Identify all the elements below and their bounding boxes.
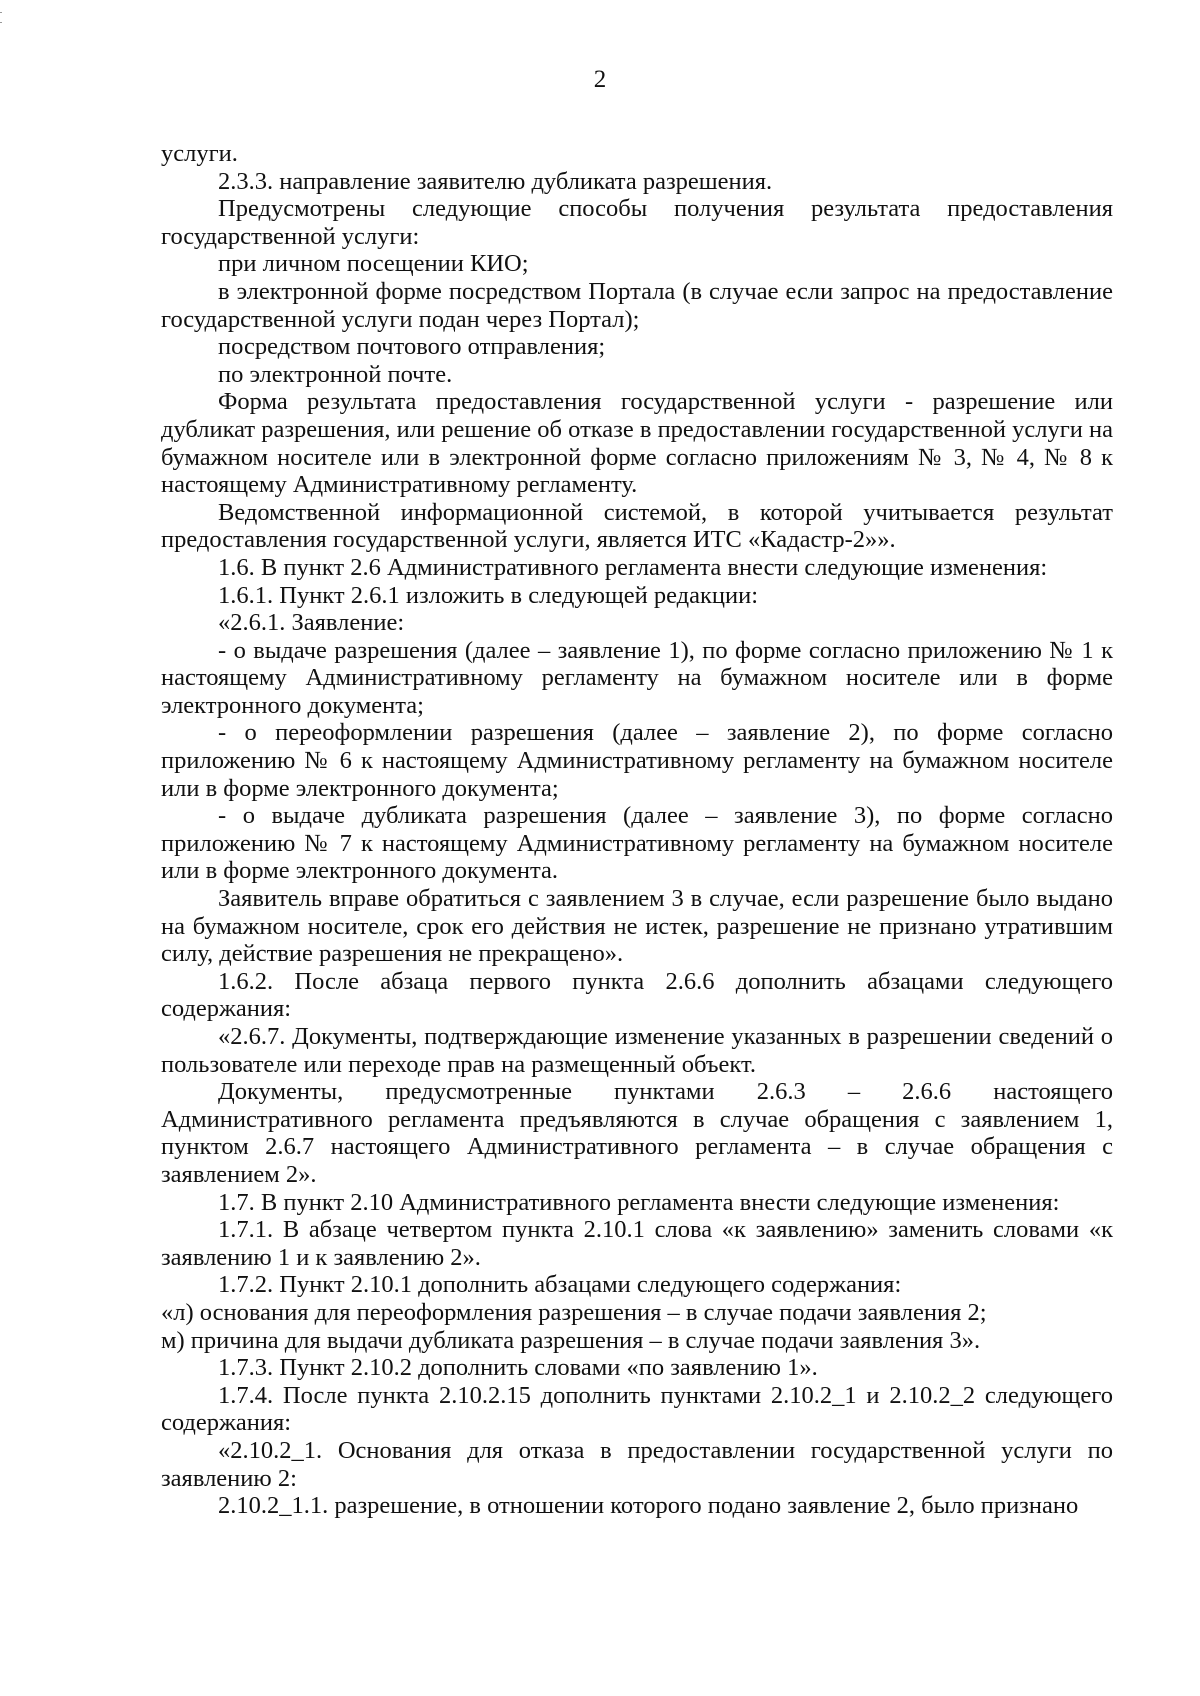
paragraph: 1.7.4. После пункта 2.10.2.15 дополнить пунктами 2.10.2_1 и 2.10.2_2 следующего содержания: [161,1381,1113,1437]
paragraph: 1.6.2. После абзаца первого пункта 2.6.6 дополнить абзацами следующего содержания: [161,967,1113,1023]
paragraph: 2.3.3. направление заявителю дубликата разрешения. [218,167,773,195]
paragraph: в электронной форме посредством Портала (в случае если запрос на предоставление государственной услуги подан через Портал); [161,277,1113,333]
paragraph: м) причина для выдачи дубликата разрешения – в случае подачи заявления 3». [161,1326,981,1354]
paragraph: 1.7.1. В абзаце четвертом пункта 2.10.1 слова «к заявлению» заменить словами «к заявлению 1 и к заявлению 2». [161,1216,1113,1271]
paragraph: Форма результата предоставления государственной услуги - разрешение или дубликат разрешения, или решение об отказе в предоставлении государственной услуги на бумажном носителе или в электронной форме согласно приложениям № 3, № 4, № 8 к настоящему Административному регламенту. [161,388,1113,499]
paragraph: «2.10.2_1. Основания для отказа в предоставлении государственной услуги по заявлению 2: [161,1436,1113,1492]
scan-mark [0,22,2,23]
paragraph: «2.6.7. Документы, подтверждающие изменение указанных в разрешении сведений о пользователе или переходе прав на размещенный объект. [161,1023,1113,1078]
paragraph: 1.7.3. Пункт 2.10.2 дополнить словами «по заявлению 1». [218,1354,818,1382]
paragraph: Ведомственной информационной системой, в которой учитывается результат предоставления государственной услуги, является ИТС «Кадастр-2»». [161,498,1113,554]
document-body [161,140,1113,1520]
paragraph: - о выдаче разрешения (далее – заявление 1), по форме согласно приложению № 1 к настоящему Административному регламенту на бумажном носителе или в форме электронного документа; [161,636,1113,719]
paragraph: Предусмотрены следующие способы получения результата предоставления государственной услуги: [161,195,1113,250]
scan-mark [0,12,2,13]
paragraph: при личном посещении КИО; [218,250,529,278]
paragraph: Заявитель вправе обратиться с заявлением 3 в случае, если разрешение было выдано на бумажном носителе, срок его действия не истек, разрешение не признано утратившим силу, действие разрешения не прекращено». [161,885,1113,968]
paragraph: посредством почтового отправления; [218,333,606,361]
paragraph: услуги. [161,140,238,167]
paragraph: - о переоформлении разрешения (далее – заявление 2), по форме согласно приложению № 6 к настоящему Административному регламенту на бумажном носителе или в форме электронного документа; [161,719,1113,802]
paragraph: 2.10.2_1.1. разрешение, в отношении которого подано заявление 2, было признано [218,1492,1079,1520]
paragraph: 1.7.2. Пункт 2.10.1 дополнить абзацами следующего содержания: [218,1271,902,1299]
paragraph: 1.7. В пункт 2.10 Административного регламента внести следующие изменения: [218,1188,1060,1216]
paragraph: «2.6.1. Заявление: [218,609,405,637]
paragraph: 1.6. В пункт 2.6 Административного регламента внести следующие изменения: [218,553,1048,581]
paragraph: Документы, предусмотренные пунктами 2.6.3 – 2.6.6 настоящего Административного регламента предъявляются в случае обращения с заявлением 1, пунктом 2.6.7 настоящего Административного регламента – в случае обращения с заявлением 2». [161,1078,1113,1188]
paragraph: - о выдаче дубликата разрешения (далее – заявление 3), по форме согласно приложению № 7 к настоящему Административному регламенту на бумажном носителе или в форме электронного документа. [161,802,1113,885]
page-number: 2 [593,66,607,93]
paragraph: «л) основания для переоформления разрешения – в случае подачи заявления 2; [161,1298,987,1326]
paragraph: 1.6.1. Пункт 2.6.1 изложить в следующей редакции: [218,581,759,609]
paragraph: по электронной почте. [218,360,453,388]
